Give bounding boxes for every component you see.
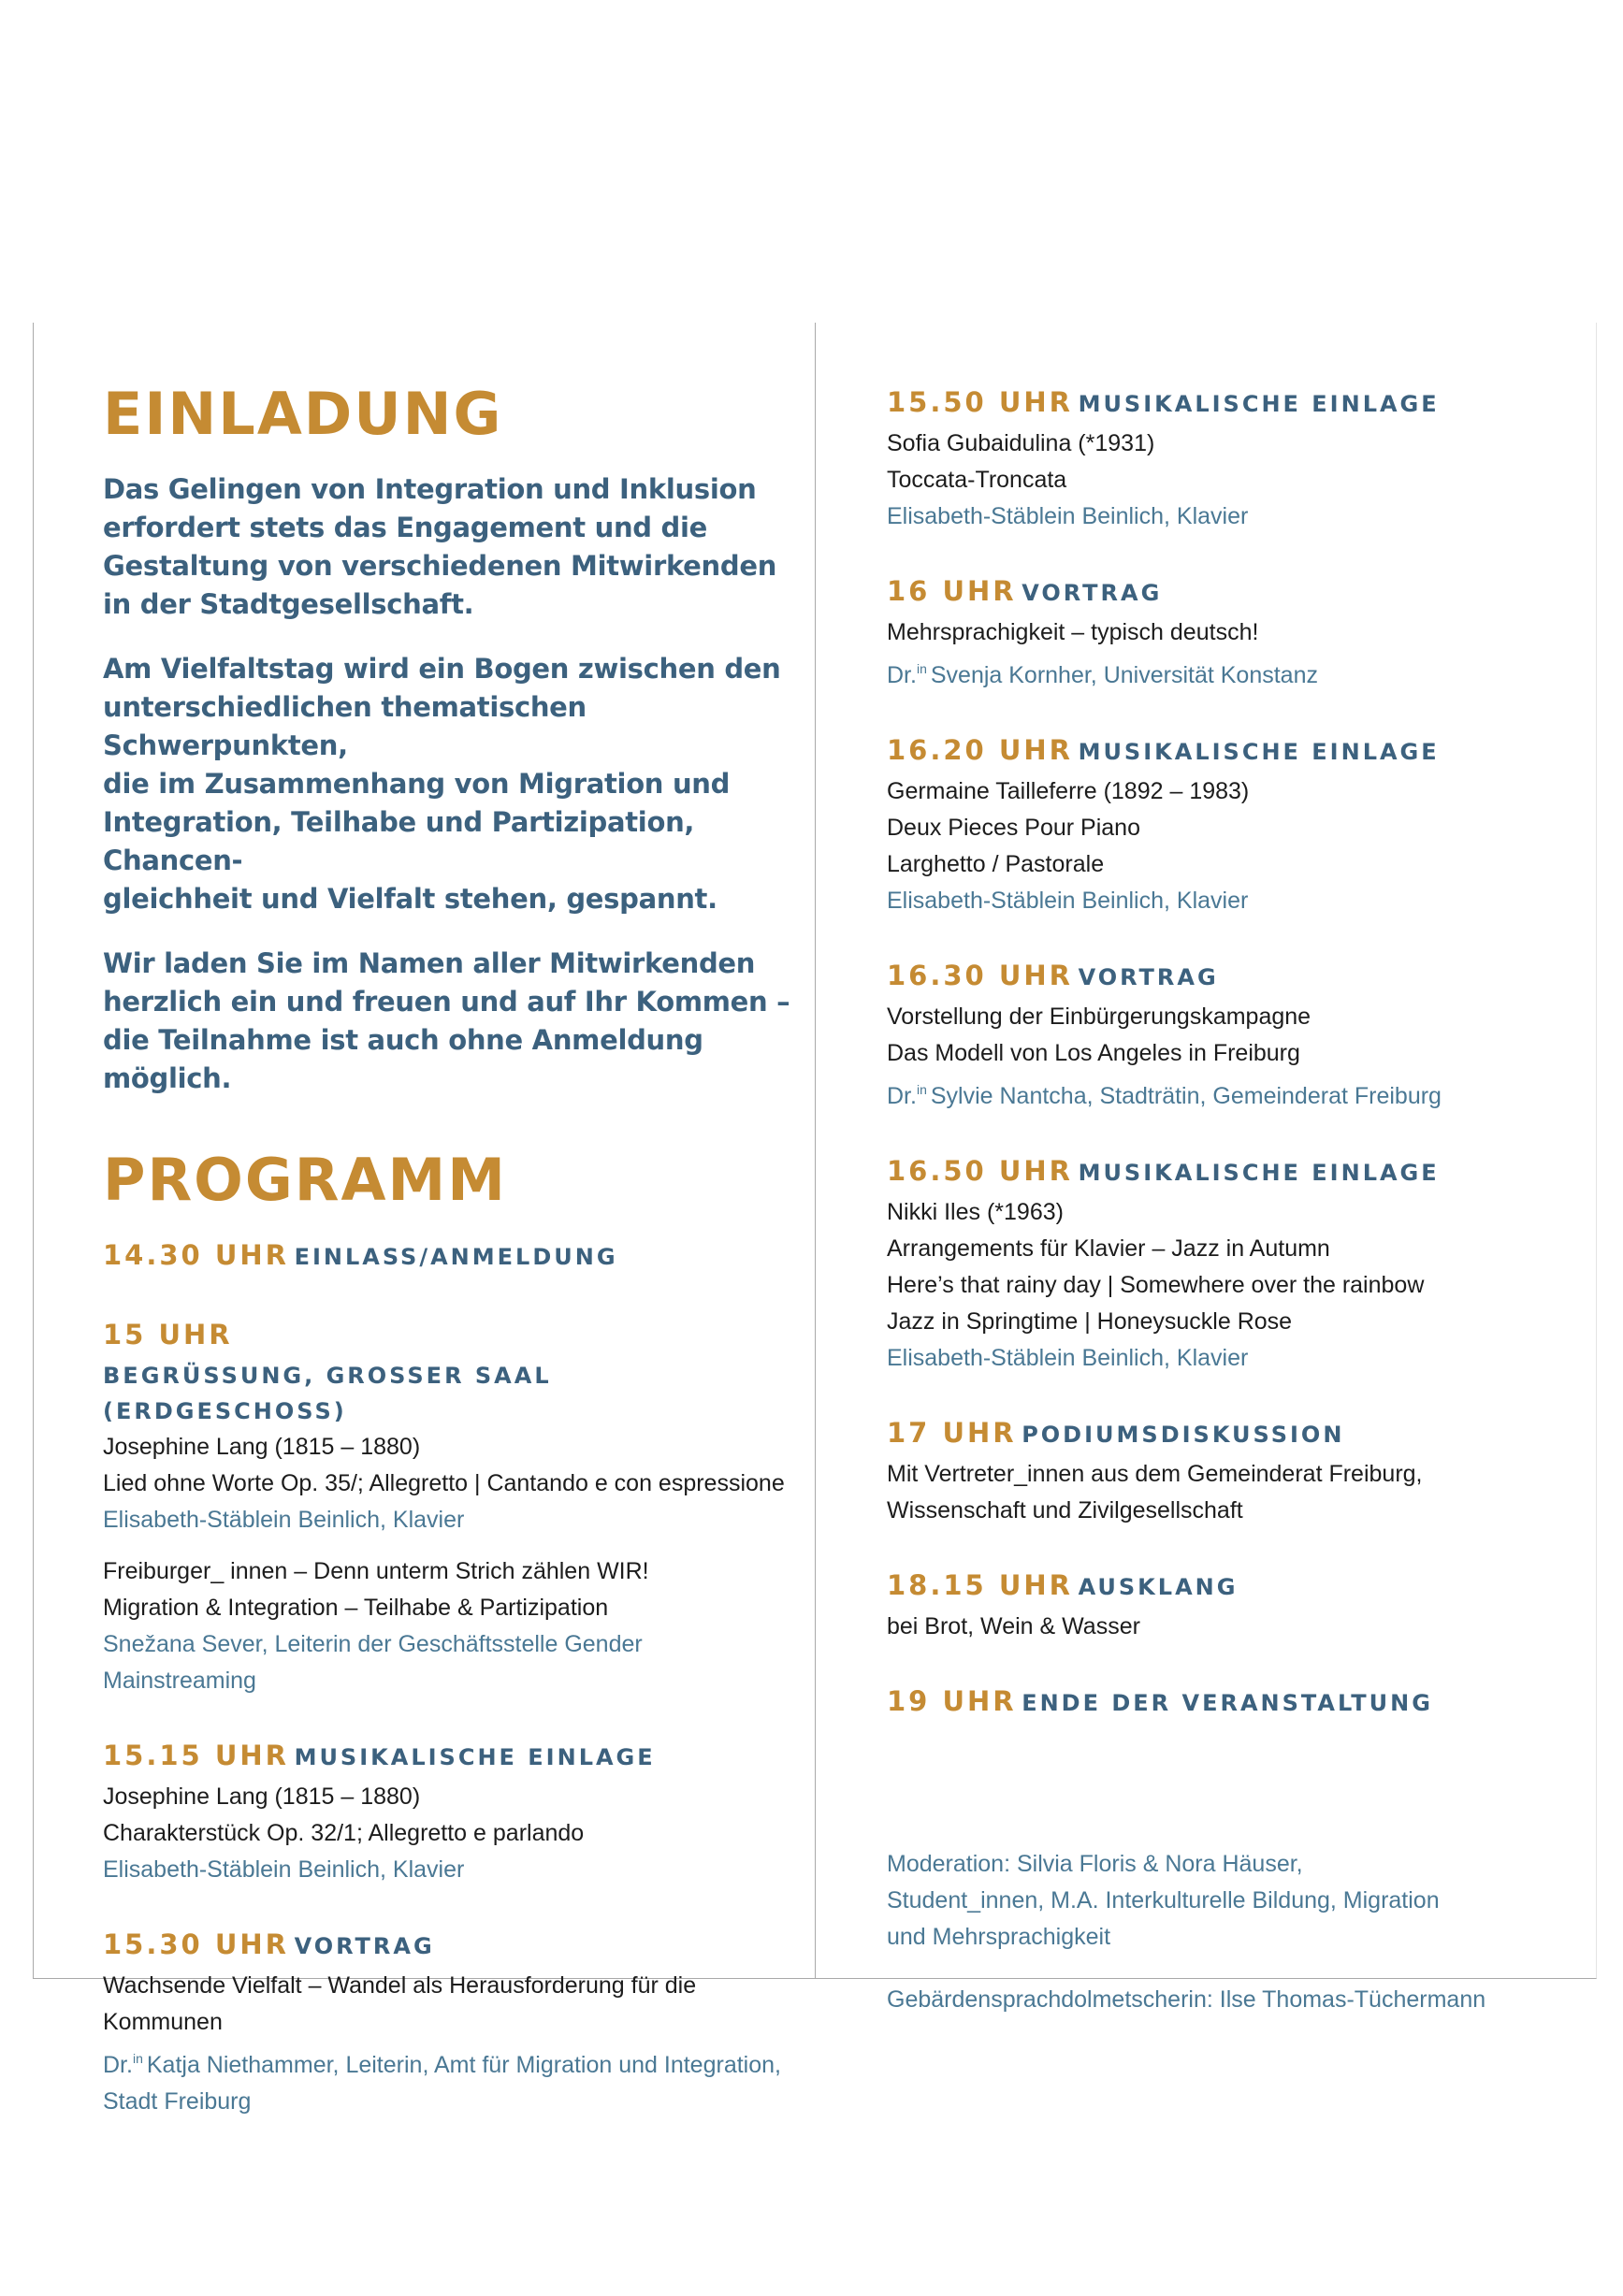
program-line: Nikki Iles (*1963) [887, 1199, 1064, 1225]
right-column [887, 383, 1560, 2018]
program-item [103, 1737, 795, 1888]
program-time: 15.50 UHR [887, 386, 1073, 418]
program-credit: Elisabeth-Stäblein Beinlich, Klavier [887, 1345, 1249, 1371]
program-line: Deux Pieces Pour Piano [887, 815, 1140, 841]
program-item-heading [887, 1567, 1560, 1609]
intro-line: Das Gelingen von Integration und Inklusion [103, 473, 757, 505]
program-label: AUSKLANG [1078, 1574, 1239, 1600]
program-item [103, 1236, 795, 1278]
program-line: Wachsende Vielfalt – Wandel als Herausforderung für die Kommunen [103, 1972, 697, 2035]
program-item-heading [887, 731, 1560, 773]
program-subblock [103, 1553, 795, 1699]
program-label: MUSIKALISCHE EINLAGE [294, 1744, 656, 1770]
credit-name: Svenja Kornher, Universität Konstanz [930, 662, 1318, 688]
program-item [887, 572, 1560, 694]
program-item [887, 1152, 1560, 1377]
program-line: Sofia Gubaidulina (*1931) [887, 430, 1155, 456]
einladung-title: EINLADUNG [103, 380, 503, 448]
program-item-heading [103, 1926, 795, 1968]
einladung-intro [103, 470, 795, 1098]
program-item [103, 1926, 795, 2120]
intro-line: Wir laden Sie im Namen aller Mitwirkenden [103, 947, 756, 979]
program-line: Josephine Lang (1815 – 1880) [103, 1434, 421, 1460]
program-item [887, 957, 1560, 1115]
program-line: Mehrsprachigkeit – typisch deutsch! [887, 619, 1259, 645]
program-line: Charakterstück Op. 32/1; Allegretto e parlando [103, 1820, 585, 1846]
program-line: Wissenschaft und Zivilgesellschaft [887, 1497, 1243, 1523]
credit-title-sup: in [132, 2051, 143, 2066]
program-item [887, 383, 1560, 535]
program-item-heading [887, 957, 1560, 999]
program-time: 15.30 UHR [103, 1928, 289, 1960]
program-label: MUSIKALISCHE EINLAGE [1078, 739, 1440, 765]
program-item-heading [887, 383, 1560, 426]
program-line: Freiburger_ innen – Denn unterm Strich zählen WIR! [103, 1558, 649, 1584]
program-item-heading [103, 1316, 795, 1429]
program-item [887, 1414, 1560, 1529]
credit-title-sup: in [916, 661, 927, 676]
intro-paragraph [103, 945, 795, 1098]
program-label: PODIUMSDISKUSSION [1022, 1422, 1345, 1448]
intro-line: die im Zusammenhang von Migration und [103, 768, 731, 800]
program-credit: Stadt Freiburg [103, 2088, 252, 2115]
program-line: Vorstellung der Einbürgerungskampagne [887, 1004, 1311, 1030]
programm-title: PROGRAMM [103, 1146, 507, 1214]
program-item [103, 1316, 795, 1699]
intro-line: die Teilnahme ist auch ohne Anmeldung möglich. [103, 1024, 703, 1094]
program-time: 19 UHR [887, 1685, 1017, 1717]
program-item-heading [887, 1682, 1560, 1725]
moderation-note [887, 1846, 1560, 1956]
fold-divider [815, 323, 816, 1979]
program-line: Here’s that rainy day | Somewhere over the rainbow [887, 1272, 1425, 1298]
credit-title: Dr. [887, 662, 917, 688]
intro-line: in der Stadtgesellschaft. [103, 588, 474, 620]
intro-paragraph [103, 470, 795, 624]
program-item-heading [887, 1414, 1560, 1456]
program-time: 16.20 UHR [887, 734, 1073, 766]
program-credit: Elisabeth-Stäblein Beinlich, Klavier [103, 1856, 465, 1883]
program-time: 15.15 UHR [103, 1740, 289, 1771]
program-time: 16 UHR [887, 575, 1017, 607]
program-label: VORTRAG [294, 1933, 435, 1959]
program-time: 16.50 UHR [887, 1155, 1073, 1187]
intro-paragraph [103, 650, 795, 918]
program-time: 17 UHR [887, 1417, 1017, 1449]
intro-line: gleichheit und Vielfalt stehen, gespannt. [103, 883, 717, 915]
credit-name: Sylvie Nantcha, Stadträtin, Gemeinderat Freiburg [930, 1083, 1442, 1109]
program-time: 14.30 UHR [103, 1239, 289, 1271]
spacer [887, 1762, 1560, 1846]
credit-name: Katja Niethammer, Leiterin, Amt für Migration und Integration, [146, 2052, 781, 2078]
program-item [887, 1567, 1560, 1645]
credit-title-sup: in [916, 1082, 927, 1097]
program-time: 16.30 UHR [887, 960, 1073, 991]
program-line: Das Modell von Los Angeles in Freiburg [887, 1040, 1300, 1066]
program-item-heading [103, 1737, 795, 1779]
program-line: Mit Vertreter_innen aus dem Gemeinderat Freiburg, [887, 1461, 1423, 1487]
program-label: VORTRAG [1022, 580, 1163, 606]
program-credit: Elisabeth-Stäblein Beinlich, Klavier [103, 1507, 465, 1533]
program-label: MUSIKALISCHE EINLAGE [1078, 391, 1440, 417]
program-credit: Snežana Sever, Leiterin der Geschäftsstelle Gender Mainstreaming [103, 1631, 643, 1694]
program-credit: Elisabeth-Stäblein Beinlich, Klavier [887, 888, 1249, 914]
program-label: EINLASS/ANMELDUNG [294, 1244, 618, 1270]
moderation-line: Student_innen, M.A. Interkulturelle Bildung, Migration [887, 1887, 1440, 1913]
program-time: 18.15 UHR [887, 1569, 1073, 1601]
intro-line: herzlich ein und freuen und auf Ihr Kommen – [103, 986, 790, 1018]
program-credit [103, 2041, 795, 2084]
program-item [887, 731, 1560, 919]
program-line: Toccata-Troncata [887, 467, 1067, 493]
program-label: MUSIKALISCHE EINLAGE [1078, 1160, 1440, 1186]
program-credit: Elisabeth-Stäblein Beinlich, Klavier [887, 503, 1249, 529]
intro-line: Gestaltung von verschiedenen Mitwirkenden [103, 550, 777, 582]
program-line: Migration & Integration – Teilhabe & Partizipation [103, 1595, 609, 1621]
credit-title: Dr. [887, 1083, 917, 1109]
program-label: ENDE DER VERANSTALTUNG [1022, 1690, 1433, 1716]
sign-language-note: Gebärdensprachdolmetscherin: Ilse Thomas-Tüchermann [887, 1986, 1486, 2013]
program-line: Lied ohne Worte Op. 35/; Allegretto | Cantando e con espressione [103, 1470, 785, 1496]
intro-line: erfordert stets das Engagement und die [103, 512, 708, 543]
program-time: 15 UHR [103, 1319, 233, 1350]
left-column [103, 379, 795, 2158]
program-item-heading [887, 572, 1560, 614]
program-label: VORTRAG [1078, 964, 1219, 990]
program-line: Larghetto / Pastorale [887, 851, 1105, 877]
credit-title: Dr. [103, 2052, 133, 2078]
moderation-line: Moderation: Silvia Floris & Nora Häuser, [887, 1851, 1303, 1877]
program-credit [887, 1072, 1560, 1115]
program-label: BEGRÜSSUNG, GROSSER SAAL (ERDGESCHOSS) [103, 1363, 552, 1424]
program-line: Josephine Lang (1815 – 1880) [103, 1783, 421, 1810]
program-item-heading [887, 1152, 1560, 1194]
program-credit [887, 651, 1560, 694]
program-line: Jazz in Springtime | Honeysuckle Rose [887, 1308, 1293, 1335]
intro-line: Am Vielfaltstag wird ein Bogen zwischen den [103, 653, 781, 685]
intro-line: Integration, Teilhabe und Partizipation, Chancen- [103, 806, 695, 876]
moderation-line: und Mehrsprachigkeit [887, 1924, 1111, 1950]
program-line: bei Brot, Wein & Wasser [887, 1613, 1140, 1639]
program-item-heading [103, 1236, 795, 1278]
program-item [887, 1682, 1560, 1725]
program-line: Arrangements für Klavier – Jazz in Autumn [887, 1235, 1330, 1262]
program-line: Germaine Tailleferre (1892 – 1983) [887, 778, 1250, 804]
intro-line: unterschiedlichen thematischen Schwerpunkten, [103, 691, 587, 761]
